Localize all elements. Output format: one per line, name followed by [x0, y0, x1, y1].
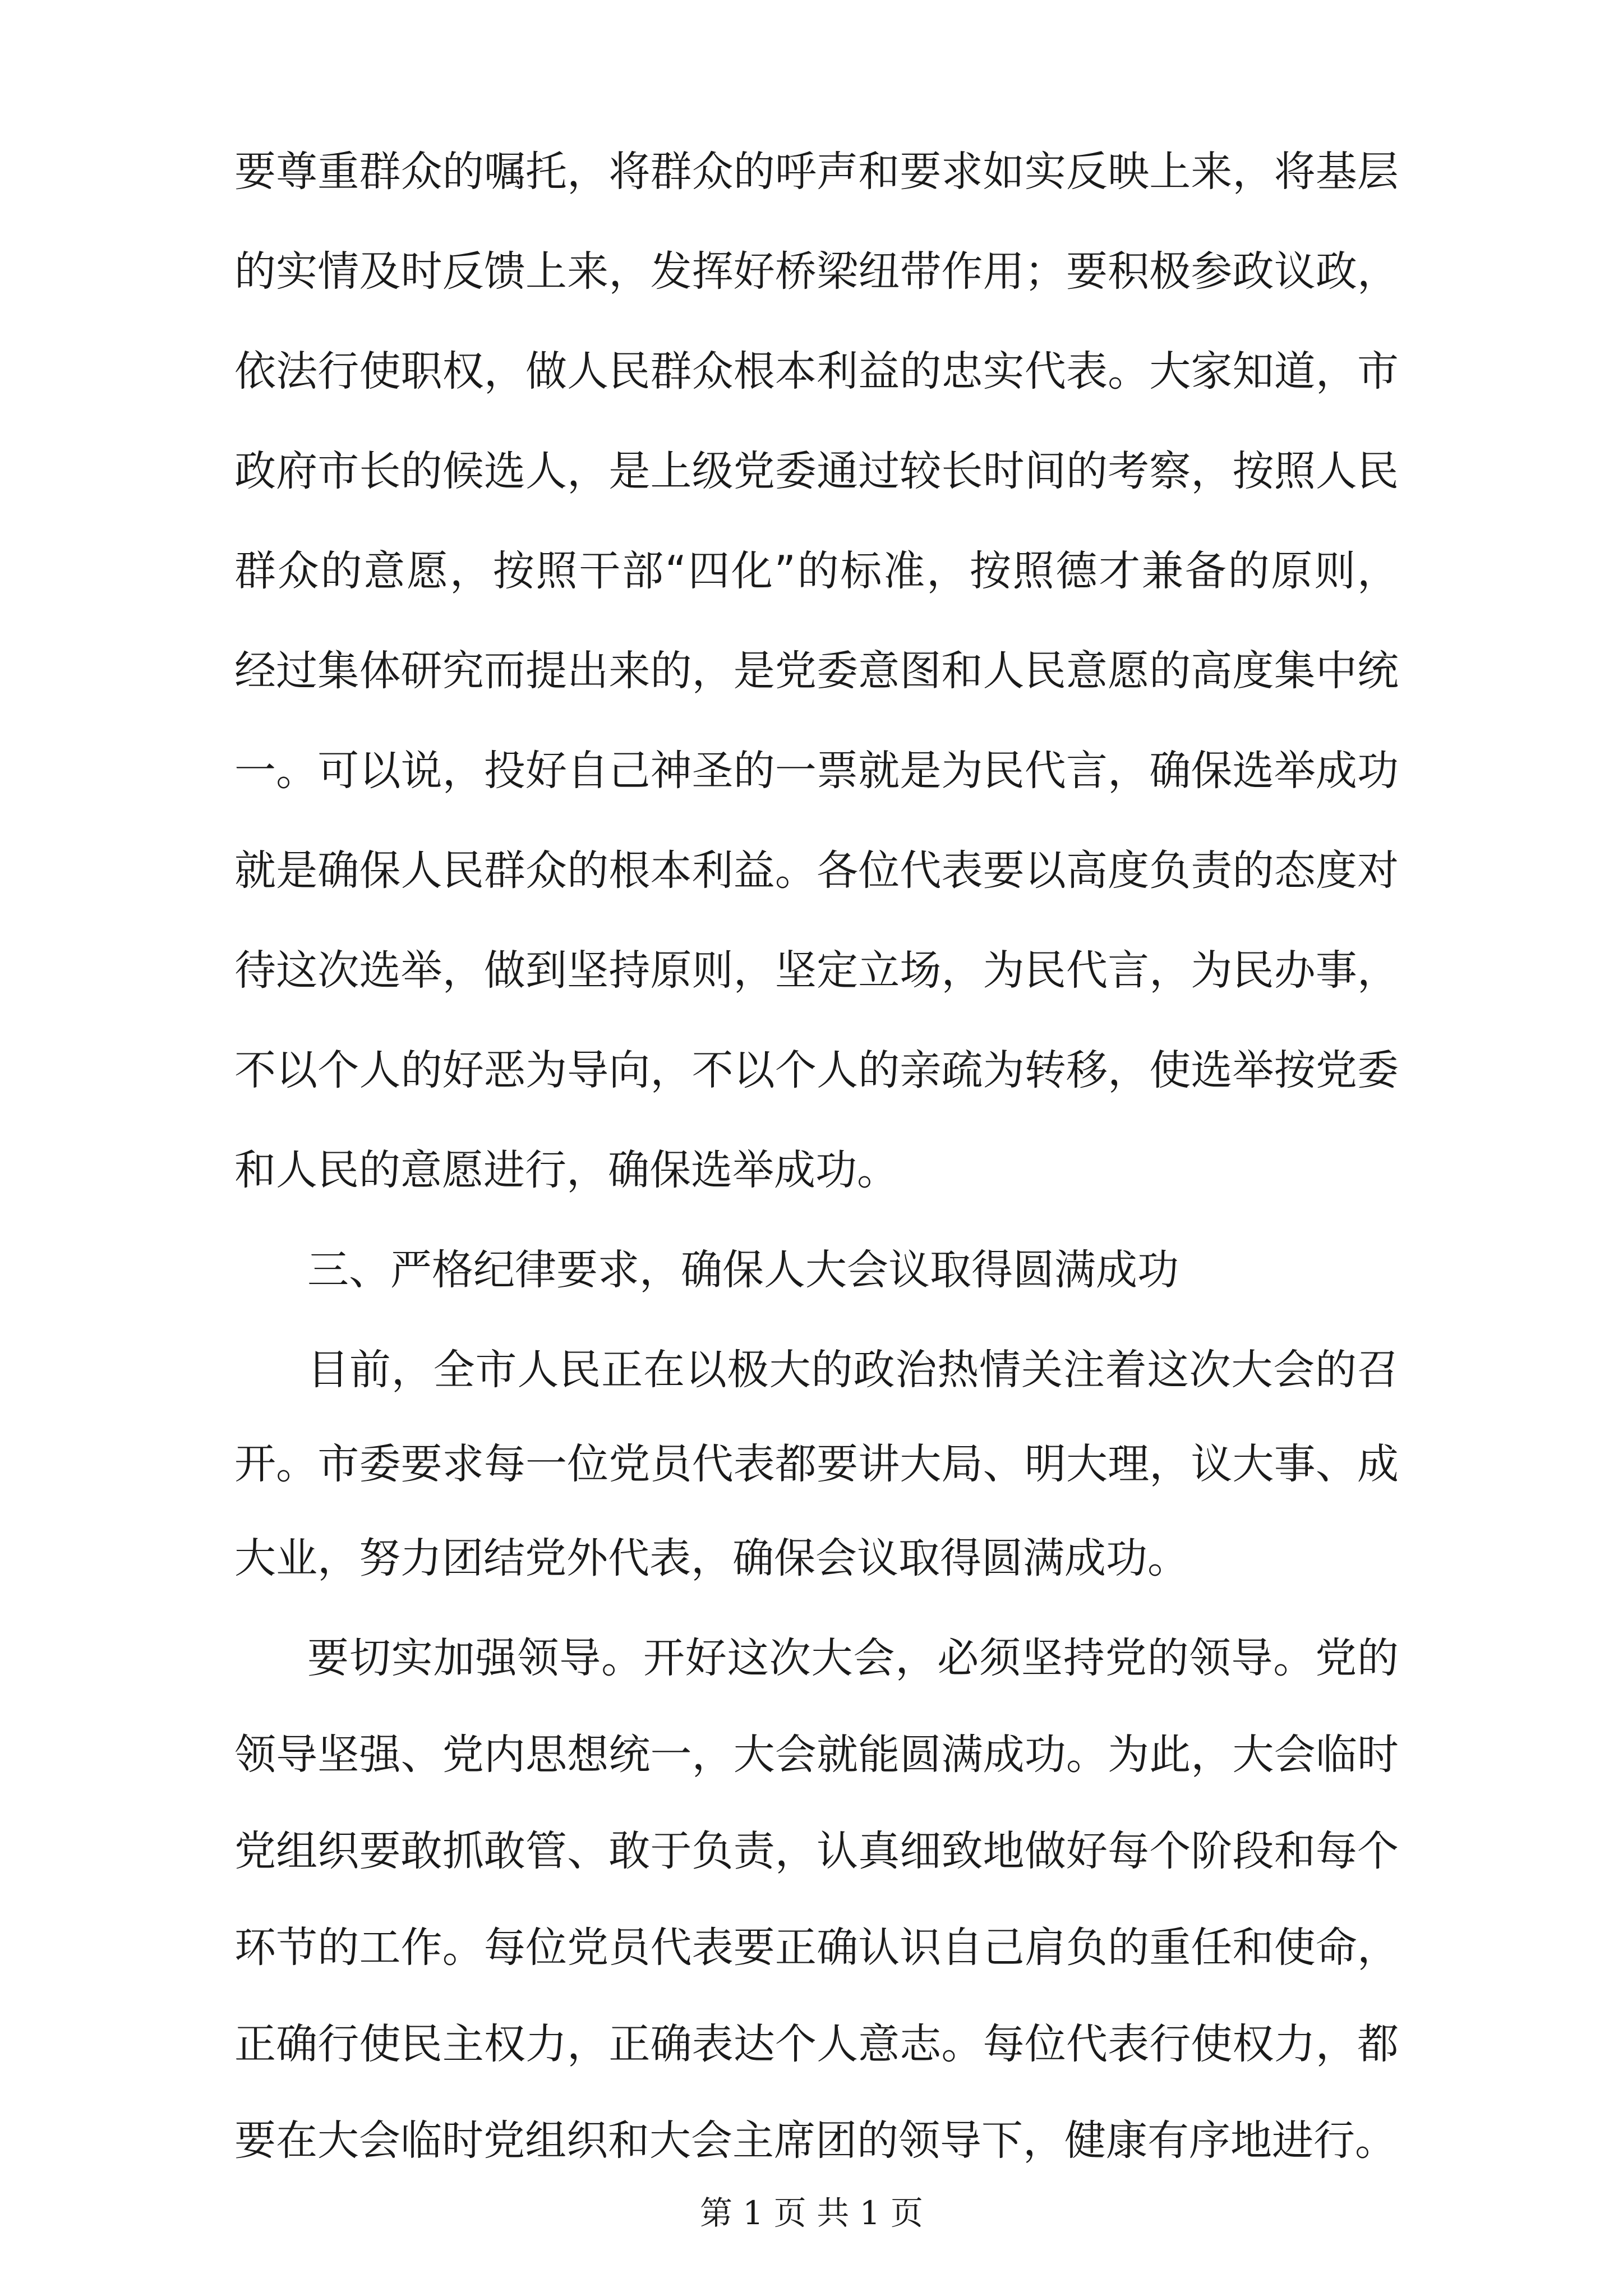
page-number-footer: 第 1 页 共 1 页	[700, 2194, 923, 2232]
text-line: 依法行使职权，做人民群众根本利益的忠实代表。大家知道，市	[234, 347, 1399, 395]
text-line: 环节的工作。每位党员代表要正确认识自己肩负的重任和使命，	[234, 1924, 1399, 1972]
text-line: 要在大会临时党组织和大会主席团的领导下，健康有序地进行。	[234, 2116, 1396, 2165]
text-line: 开。市委要求每一位党员代表都要讲大局、明大理，议大事、成	[234, 1440, 1399, 1488]
text-line: 的实情及时反馈上来，发挥好桥梁纽带作用；要积极参政议政，	[234, 247, 1399, 296]
text-line: 大业，努力团结党外代表，确保会议取得圆满成功。	[234, 1534, 1189, 1582]
text-line: 领导坚强、党内思想统一，大会就能圆满成功。为此，大会临时	[234, 1731, 1399, 1779]
text-line: 和人民的意愿进行，确保选举成功。	[234, 1146, 898, 1194]
section-heading: 三、严格纪律要求，确保人大会议取得圆满成功	[307, 1246, 1179, 1294]
text-line: 经过集体研究而提出来的，是党委意图和人民意愿的高度集中统	[234, 647, 1399, 695]
text-line: 目前，全市人民正在以极大的政治热情关注着这次大会的召	[307, 1346, 1399, 1394]
text-line: 要尊重群众的嘱托，将群众的呼声和要求如实反映上来，将基层	[234, 148, 1399, 196]
text-line: 就是确保人民群众的根本利益。各位代表要以高度负责的态度对	[234, 846, 1399, 895]
text-line: 政府市长的候选人，是上级党委通过较长时间的考察，按照人民	[234, 447, 1399, 495]
text-line: 待这次选举，做到坚持原则，坚定立场，为民代言，为民办事，	[234, 946, 1399, 995]
text-line: 正确行使民主权力，正确表达个人意志。每位代表行使权力，都	[234, 2020, 1399, 2068]
text-line: 一。可以说，投好自己神圣的一票就是为民代言，确保选举成功	[234, 747, 1399, 795]
text-line: 党组织要敢抓敢管、敢于负责，认真细致地做好每个阶段和每个	[234, 1827, 1399, 1875]
text-line: 不以个人的好恶为导向，不以个人的亲疏为转移，使选举按党委	[234, 1046, 1399, 1094]
text-line: 要切实加强领导。开好这次大会，必须坚持党的领导。党的	[307, 1634, 1399, 1682]
text-line: 群众的意愿，按照干部“四化”的标准，按照德才兼备的原则，	[234, 547, 1399, 595]
